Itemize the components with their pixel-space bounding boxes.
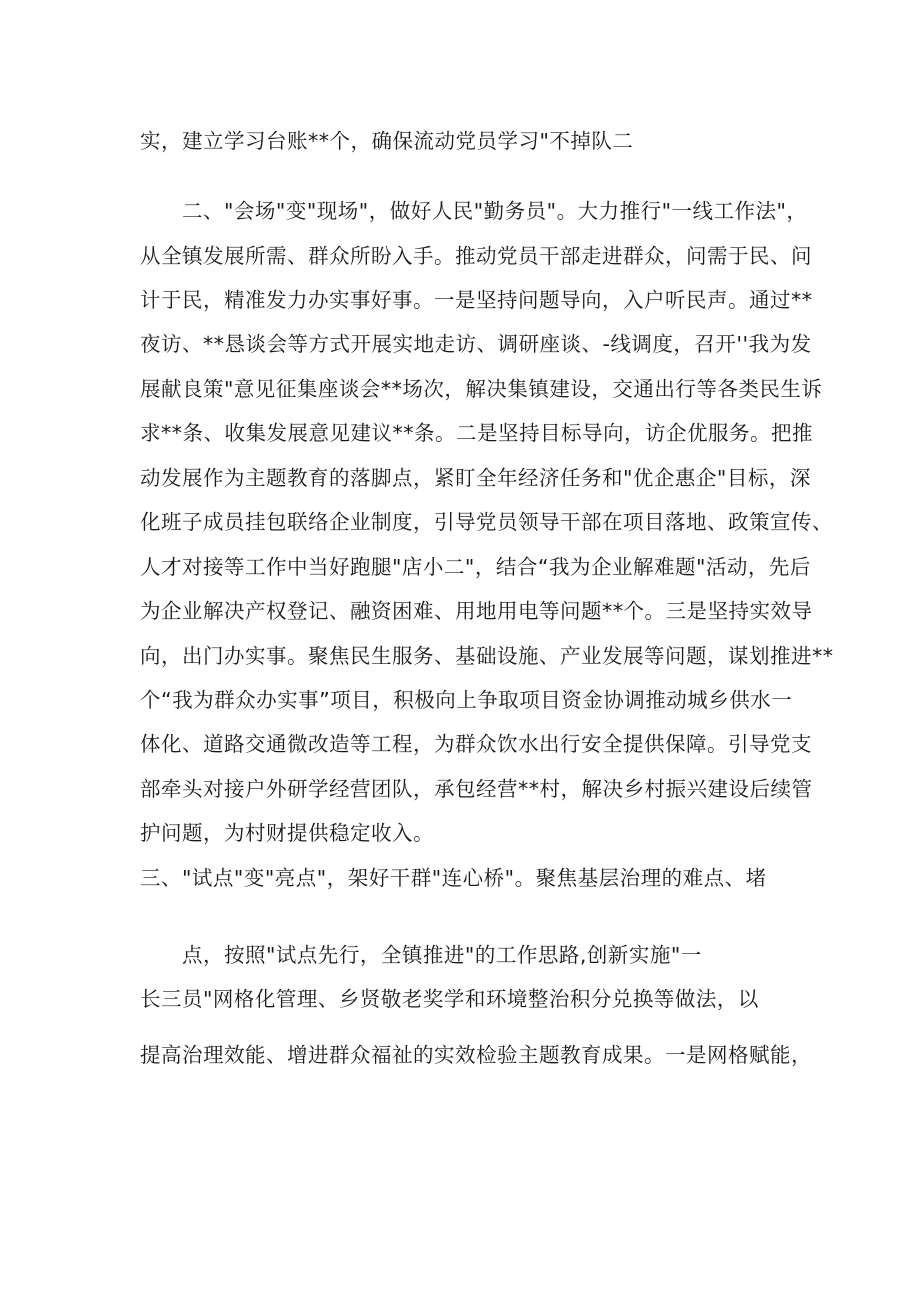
- text-line: 展献良策"意见征集座谈会**场次，解决集镇建设，交通出行等各类民生诉: [140, 377, 823, 401]
- text-line: 动发展作为主题教育的落脚点，紧盯全年经济任务和"优企惠企"目标，深: [140, 466, 811, 490]
- text-line: 向，出门办实事。聚焦民生服务、基础设施、产业发展等问题，谋划推进**: [140, 644, 834, 668]
- text-line: 提高治理效能、增进群众福祉的实效检验主题教育成果。一是网格赋能，: [140, 1043, 812, 1067]
- text-line: 化班子成员挂包联络企业制度，引导党员领导干部在项目落地、政策宣传、: [140, 510, 833, 534]
- text-line: 部牵头对接户外研学经营团队，承包经营**村，解决乡村振兴建设后续管: [140, 777, 813, 801]
- text-line: 护问题，为村财提供稳定收入。: [140, 821, 434, 845]
- text-line: 实，建立学习台账**个，确保流动党员学习"不掉队二: [140, 129, 634, 153]
- paragraph-heading-line: 点，按照"试点先行，全镇推进"的工作思路,创新实施"一: [182, 943, 702, 967]
- text-line: 从全镇发展所需、群众所盼入手。推动党员干部走进群众，问需于民、问: [140, 244, 812, 268]
- text-line: 三、"试点"变"亮点"，架好干群"连心桥"。聚焦基层治理的难点、堵: [140, 866, 767, 890]
- text-line: 求**条、收集发展意见建议**条。二是坚持目标导向，访企优服务。把推: [140, 421, 813, 445]
- text-line: 人才对接等工作中当好跑腿"店小二"，结合“我为企业解难题"活动，先后: [140, 555, 811, 579]
- text-line: 个“我为群众办实事”项目，积极向上争取项目资金协调推动城乡供水一: [140, 688, 793, 712]
- text-line: 体化、道路交通微改造等工程，为群众饮水出行安全提供保障。引导党支: [140, 732, 812, 756]
- paragraph-heading-line: 二、"会场"变"现场"，做好人民"勤务员"。大力推行"一线工作法"，: [182, 199, 808, 223]
- text-line: 夜访、**恳谈会等方式开展实地走访、调研座谈、-线调度，召开''我为发: [140, 332, 812, 356]
- text-line: 长三员"网格化管理、乡贤敬老奖学和环境整治积分兑换等做法，以: [140, 987, 759, 1011]
- text-line: 为企业解决产权登记、融资困难、用地用电等问题**个。三是坚持实效导: [140, 599, 813, 623]
- text-line: 计于民，精准发力办实事好事。一是坚持问题导向，入户听民声。通过**: [140, 288, 813, 312]
